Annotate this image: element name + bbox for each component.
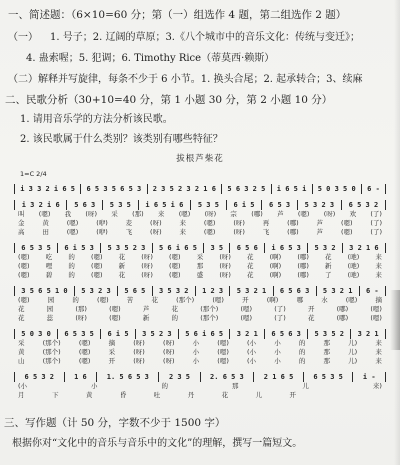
lyric-syllable: 花 xyxy=(18,314,25,322)
lyric-syllable: 来 xyxy=(157,210,165,218)
lyric-syllable: (嗯) xyxy=(370,305,382,313)
lyric-syllable: (小 xyxy=(247,348,257,356)
score-measure: 2. 6 5 3 xyxy=(200,372,254,382)
lyric-syllable: 那 xyxy=(231,382,239,390)
score-measure: 2 3 5 2 3 2 1 6 xyxy=(147,184,222,194)
lyric-syllable: (呀) xyxy=(162,348,175,356)
lyric-syllable: (嗯) xyxy=(109,305,121,313)
score-measure: i 6 5 3 xyxy=(264,243,307,253)
lyric-syllable: 小 xyxy=(274,339,281,347)
score-measure: 5 6 i 6 5 xyxy=(178,329,230,339)
lyric-syllable: (了) xyxy=(370,228,382,236)
score-measure: 3 2 1 xyxy=(350,329,386,339)
lyric-syllable: (了) xyxy=(370,210,382,218)
score-measure: 3 5 2 3 xyxy=(135,329,178,339)
score-measure: i 6 5 i xyxy=(271,184,312,194)
lyric-syllable: 花 xyxy=(118,253,126,261)
lyric-syllable: 开 xyxy=(242,296,249,304)
score-measure: 2 1 6 5 xyxy=(253,372,303,382)
notes-row xyxy=(14,286,386,296)
lyric-syllable: (嗯) xyxy=(217,357,229,365)
score-measure: 6 - xyxy=(359,286,386,296)
lyric-syllable: (那个) xyxy=(200,314,219,322)
lyric-syllable: (那个) xyxy=(42,348,61,356)
lyric-syllable: 新 xyxy=(142,314,150,322)
score-measure: 5 6 3 xyxy=(66,200,102,210)
lyric-syllable: (嗯) xyxy=(78,339,91,347)
score-measure: 5 3 5 xyxy=(102,200,138,210)
lyric-syllable: 了 xyxy=(325,271,332,279)
lyric-line xyxy=(14,314,386,323)
score-measure: 5 6 3 2 5 xyxy=(221,184,270,194)
question-2: 2. 该民歌属于什么类别？该类别有哪些特征？ xyxy=(20,134,223,145)
lyric-syllable: 小 xyxy=(274,348,281,356)
scan-shadow xyxy=(390,290,400,350)
lyric-syllable: (呀) xyxy=(150,228,162,236)
lyric-syllable: (小 xyxy=(247,339,257,347)
lyric-syllable: (小 xyxy=(18,382,28,390)
lyric-syllable: 的 xyxy=(68,262,75,270)
lyric-syllable: 麦 xyxy=(125,219,133,227)
score-measure: 5 3 2 3 xyxy=(74,286,117,296)
lyric-syllable: (嗯) xyxy=(90,262,103,270)
score-measure: i 6 5 i 6 xyxy=(138,200,190,210)
score-measure: 3 5 xyxy=(203,243,229,253)
lyric-syllable: 芦 xyxy=(316,219,324,227)
lyric-line xyxy=(14,382,386,391)
score-measure: 2 3 5 xyxy=(158,372,199,382)
lyric-syllable: 采 xyxy=(196,253,204,261)
score-measure: 5 3 5 xyxy=(190,200,226,210)
notes-row xyxy=(14,184,386,194)
lyric-syllable: 那 xyxy=(323,357,330,365)
score-measure: i - xyxy=(352,372,386,382)
lyric-syllable: (嗯) xyxy=(18,253,30,261)
lyric-syllable: (那个) xyxy=(42,339,61,347)
lyric-syllable: (那) xyxy=(132,210,144,218)
lyric-syllable: 花 xyxy=(307,314,315,322)
lyric-syllable: 黄 xyxy=(85,391,93,399)
lyric-syllable: (呀) xyxy=(204,210,217,218)
lyric-syllable: (哪) xyxy=(336,314,349,322)
lyric-syllable: 的 xyxy=(161,382,168,390)
lyric-syllable: (呀) xyxy=(75,314,87,322)
lyric-line xyxy=(14,357,386,366)
score-measure: 5 3 2 3 xyxy=(297,200,341,210)
score-measure: 5 3 2 1 xyxy=(229,286,272,296)
lyric-syllable: (呀) xyxy=(233,219,245,227)
lyric-syllable: (哪) xyxy=(297,271,309,279)
lyric-syllable: 园 xyxy=(46,305,54,313)
lyric-syllable: 哪 xyxy=(296,296,303,304)
scan-edge-shade xyxy=(394,0,400,465)
lyric-syllable: 丹 xyxy=(187,391,195,399)
score-system xyxy=(14,200,386,237)
lyric-syllable: (嗯) xyxy=(203,219,216,227)
lyric-syllable: (呀) xyxy=(85,210,97,218)
lyric-syllable: 吃 xyxy=(45,253,53,261)
lyric-syllable: 花 xyxy=(247,262,254,270)
lyric-syllable: 月 xyxy=(18,391,25,399)
score-measure: 6 i 5 3 xyxy=(57,243,100,253)
lyric-syllable: (啊) xyxy=(269,271,282,279)
lyric-syllable: 花 xyxy=(18,305,25,313)
lyric-syllable: 的 xyxy=(171,314,179,322)
lyric-syllable: (哪) xyxy=(297,253,309,261)
lyric-syllable: 开 xyxy=(289,391,296,399)
lyric-syllable: 新 xyxy=(118,262,126,270)
lyric-syllable: (啊) xyxy=(269,253,282,261)
lyric-syllable: 来 xyxy=(375,253,382,261)
group2-line: （二）解释并写旋律，每条不少于 6 小节。1. 换头合尾；2. 起承转合；3、续麻 xyxy=(8,74,363,85)
lyric-syllable: 那 xyxy=(196,262,204,270)
lyric-syllable: 儿) xyxy=(348,348,358,356)
lyric-syllable: (呀) xyxy=(141,262,153,270)
lyric-syllable: 那 xyxy=(323,339,330,347)
lyric-syllable: (嗯) xyxy=(90,271,103,279)
score-measure: 6 i 5 xyxy=(226,200,262,210)
lyric-syllable: 采 xyxy=(108,348,116,356)
score-system xyxy=(14,243,386,280)
lyric-syllable: 花 xyxy=(247,271,254,279)
lyric-syllable: 花 xyxy=(247,253,254,261)
score-measure: 1 2 3 xyxy=(195,286,230,296)
lyric-syllable: (啊) xyxy=(269,262,282,270)
lyric-syllable: 来 xyxy=(375,357,382,365)
lyric-syllable: (嗯) xyxy=(78,357,91,365)
score-measure: 6 5 3 5 xyxy=(57,329,100,339)
lyric-syllable: (吔) xyxy=(347,271,360,279)
lyric-syllable: (呀) xyxy=(219,262,231,270)
lyric-syllable: 盛 xyxy=(196,271,204,279)
lyric-syllable: (嗯) xyxy=(217,339,229,347)
group1-label: （一） xyxy=(8,32,38,43)
lyric-syllable: 的 xyxy=(298,339,306,347)
lyric-syllable: 昏 xyxy=(119,391,127,399)
score-measure: 6 5 6 3 xyxy=(273,286,316,296)
lyric-syllable: (呀) xyxy=(133,348,145,356)
lyric-syllable: (嗯) xyxy=(212,296,224,304)
lyric-syllable: 黄 xyxy=(42,219,49,227)
lyric-syllable: (嗯) xyxy=(109,314,121,322)
lyric-line xyxy=(14,339,386,348)
lyric-syllable: 田 xyxy=(42,228,49,236)
lyric-syllable: (嗯) xyxy=(340,228,353,236)
lyric-syllable: 来 xyxy=(375,262,382,270)
lyric-syllable: 开 xyxy=(108,357,116,365)
score-title: 拔根芦柴花 xyxy=(176,154,224,164)
lyric-syllable: (嗯) xyxy=(66,228,79,236)
lyric-syllable: 来) xyxy=(372,382,382,390)
notes-row xyxy=(14,200,386,210)
lyric-syllable: 开 xyxy=(307,305,315,313)
score-measure: 1. 5 6 5 3 xyxy=(96,372,158,382)
lyric-syllable: 来 xyxy=(375,271,382,279)
score-measure: 3 2 1 xyxy=(229,329,264,339)
lyric-syllable: 摘 xyxy=(375,296,382,304)
score-measure: 6 5 3 5 6 5 3 xyxy=(80,184,146,194)
lyric-syllable: 欢 xyxy=(349,210,357,218)
lyric-syllable: (了) xyxy=(274,314,286,322)
lyric-line xyxy=(14,348,386,357)
lyric-syllable: 园 xyxy=(47,296,55,304)
lyric-syllable: (呀) xyxy=(133,339,145,347)
section3-prompt: 根据你对“文化中的音乐与音乐中的文化”的理解，撰写一篇短文。 xyxy=(12,438,303,449)
score-measure: 3 2 1 6 xyxy=(342,243,386,253)
notes-row xyxy=(14,372,386,382)
score-measure: 5 6 5 xyxy=(117,286,152,296)
section3-heading: 三、写作题（计 50 分，字数不少于 1500 字） xyxy=(4,417,226,429)
lyric-syllable: (嗯) xyxy=(345,296,358,304)
lyric-syllable: (吔) xyxy=(347,262,360,270)
lyric-line xyxy=(14,262,386,271)
score-measure: 6 5 3 5 xyxy=(14,243,57,253)
lyric-line xyxy=(14,271,386,280)
lyric-syllable: (那个) xyxy=(200,305,219,313)
score-measure: 6 5 3 2 xyxy=(341,200,386,210)
lyric-syllable: 摘 xyxy=(108,339,116,347)
lyric-syllable: (呀) xyxy=(162,339,175,347)
score-measure: 5 0 3 0 xyxy=(14,329,57,339)
lyric-line xyxy=(14,391,386,400)
lyric-syllable: 山 xyxy=(18,357,25,365)
lyric-syllable: 儿 xyxy=(255,391,263,399)
lyric-line xyxy=(14,296,386,305)
lyric-syllable: 花 xyxy=(151,296,158,304)
score-measure: 6 5 6 xyxy=(229,243,264,253)
lyric-syllable: (吔) xyxy=(347,253,360,261)
lyric-syllable: (哪) xyxy=(251,210,263,218)
lyric-syllable: 蕊 xyxy=(46,314,54,322)
lyric-syllable: 的 xyxy=(68,253,75,261)
lyric-syllable: 小 xyxy=(274,357,281,365)
group1-terms-2: 4. 蛊索喔；5. 犯调；6. Timothy Rice（蒂莫西·赖斯） xyxy=(26,53,275,64)
group1-line1 xyxy=(8,31,360,45)
lyric-line xyxy=(14,305,386,314)
lyric-syllable: 那 xyxy=(323,348,330,356)
lyric-syllable: (那) xyxy=(75,305,87,313)
lyric-syllable: (嗯) xyxy=(340,219,353,227)
lyric-syllable: 吐 xyxy=(153,391,161,399)
lyric-syllable: (咿) xyxy=(96,228,108,236)
lyric-syllable: (嗯) xyxy=(18,296,30,304)
group1-terms-1: 1. 号子；2. 辽阔的草原；3.《八个城市中的音乐文化：传统与变迁》； xyxy=(50,32,360,43)
score-systems xyxy=(14,184,386,400)
lyric-syllable: 我 xyxy=(64,210,72,218)
lyric-syllable: 高 xyxy=(18,228,25,236)
lyric-syllable: 来 xyxy=(179,228,186,236)
section2-heading: 二、民歌分析（30+10=40 分，第 1 小题 30 分，第 2 小题 10 分） xyxy=(5,94,333,106)
lyric-syllable: (呀) xyxy=(141,271,153,279)
lyric-syllable: (呀) xyxy=(162,357,175,365)
lyric-syllable: (呀) xyxy=(150,219,162,227)
lyric-syllable: (嗯) xyxy=(240,305,253,313)
lyric-syllable: 黄 xyxy=(18,348,25,356)
notes-row xyxy=(14,243,386,253)
lyric-syllable: 来 xyxy=(179,219,186,227)
lyric-syllable: (哪) xyxy=(287,228,299,236)
lyric-syllable: (嗯) xyxy=(18,262,30,270)
score-key-signature: 1=C 2/4 xyxy=(20,170,47,178)
lyric-syllable: 儿) xyxy=(348,357,358,365)
lyric-syllable: 花 xyxy=(325,253,332,261)
lyric-line xyxy=(14,219,386,228)
lyric-syllable: 芦 xyxy=(316,228,324,236)
lyric-syllable: (嗯) xyxy=(370,314,382,322)
lyric-syllable: (嗯) xyxy=(78,348,91,356)
lyric-syllable: (嗯) xyxy=(18,271,30,279)
lyric-syllable: (呀) xyxy=(233,228,245,236)
lyric-syllable: 叫 xyxy=(18,210,25,218)
lyric-syllable: (嗯) xyxy=(297,210,310,218)
lyric-syllable: 新 xyxy=(325,262,332,270)
lyric-syllable: (嗯) xyxy=(66,219,79,227)
score-measure: 5 3 5 2 xyxy=(307,329,350,339)
score-measure: 5 6 i 6 5 xyxy=(152,243,204,253)
lyric-syllable: (呀) xyxy=(141,253,153,261)
lyric-syllable: (嗯) xyxy=(240,314,253,322)
lyric-syllable: 苦 xyxy=(126,296,134,304)
lyric-syllable: 小 xyxy=(91,382,98,390)
score-measure: 6 5 3 xyxy=(261,200,297,210)
lyric-syllable: 小 xyxy=(192,339,200,347)
lyric-syllable: 花 xyxy=(171,305,179,313)
score-measure: 6 5 3 5 xyxy=(303,372,353,382)
lyric-syllable: 来 xyxy=(375,339,382,347)
question-1: 1. 请用音乐学的方法分析该民歌。 xyxy=(20,114,173,125)
lyric-syllable: 儿) xyxy=(348,339,358,347)
lyric-syllable: (呀) xyxy=(133,357,145,365)
lyric-syllable: (小 xyxy=(247,357,257,365)
lyric-syllable: 花 xyxy=(221,391,229,399)
score-measure: 5 3 2 xyxy=(307,243,342,253)
score-measure: 6 - xyxy=(361,184,386,194)
lyric-syllable: 的 xyxy=(72,296,79,304)
lyric-syllable: (啊) xyxy=(266,296,279,304)
lyric-syllable: 水 xyxy=(321,296,328,304)
lyric-syllable: 的 xyxy=(298,348,306,356)
lyric-syllable: (嗯) xyxy=(178,210,191,218)
lyric-syllable: 碧 xyxy=(45,271,53,279)
lyric-syllable: 飞 xyxy=(125,228,133,236)
lyric-syllable: (嗯) xyxy=(97,296,109,304)
score-measure: 5 0 3 5 0 xyxy=(312,184,361,194)
lyric-syllable: (了) xyxy=(274,305,286,313)
score-measure: i 3 2 i 6 xyxy=(14,200,66,210)
lyric-syllable: 哩 xyxy=(45,262,53,270)
score-system xyxy=(14,372,386,400)
lyric-syllable: (那个) xyxy=(176,296,195,304)
lyric-syllable: (嗯) xyxy=(168,271,181,279)
lyric-syllable: (嗯) xyxy=(38,210,51,218)
lyric-syllable: 芦 xyxy=(142,305,150,313)
lyric-syllable: (嗯) xyxy=(90,253,103,261)
lyric-syllable: (呀) xyxy=(219,253,231,261)
lyric-syllable: (呀) xyxy=(219,271,231,279)
score-measure: 6 5 6 3 xyxy=(264,329,307,339)
lyric-syllable: 飞 xyxy=(262,228,270,236)
lyric-syllable: 小 xyxy=(192,357,200,365)
score-system xyxy=(14,184,386,194)
notes-row xyxy=(14,329,386,339)
lyric-syllable: 来 xyxy=(375,348,382,356)
lyric-syllable: 花 xyxy=(118,271,126,279)
score-measure: 1 6 xyxy=(64,372,97,382)
score-measure: 3 5 3 2 xyxy=(152,286,195,296)
lyric-syllable: (了) xyxy=(370,219,382,227)
score-measure: 6 5 3 2 xyxy=(14,372,64,382)
lyric-syllable: (哪) xyxy=(287,219,299,227)
lyric-syllable: 芦 xyxy=(277,210,284,218)
lyric-syllable: (呀) xyxy=(323,210,336,218)
lyric-syllable: (哪) xyxy=(336,305,349,313)
score-measure: i 3 3 2 i 6 5 xyxy=(14,184,80,194)
score-system xyxy=(14,286,386,323)
lyric-syllable: 采 xyxy=(111,210,118,218)
lyric-syllable: 下 xyxy=(51,391,59,399)
lyric-syllable: (嗯) xyxy=(203,228,216,236)
lyric-syllable: 金 xyxy=(18,219,25,227)
lyric-syllable: (那个) xyxy=(42,357,61,365)
score-measure: 5 3 2 1 xyxy=(316,286,359,296)
lyric-syllable: 的 xyxy=(68,271,75,279)
score-measure: 6 i 5 xyxy=(100,329,135,339)
lyric-line xyxy=(14,253,386,262)
score-measure: 5 3 5 2 3 xyxy=(100,243,152,253)
lyric-line xyxy=(14,210,386,219)
section1-heading: 一、简述题：（6×10=60 分；第（一）组选作 4 题，第二组选作 2 题） xyxy=(8,9,347,21)
lyric-syllable: (咿) xyxy=(96,219,108,227)
lyric-syllable: 的 xyxy=(298,357,306,365)
lyric-syllable: (嗯) xyxy=(217,348,229,356)
lyric-syllable: 儿 xyxy=(302,382,309,390)
score-measure: 3 5 6 5 1 0 xyxy=(14,286,74,296)
lyric-line xyxy=(14,228,386,237)
lyric-syllable: 采 xyxy=(18,339,25,347)
lyric-syllable: 小 xyxy=(192,348,200,356)
lyric-syllable: (嗯) xyxy=(168,253,181,261)
lyric-syllable: 宗 xyxy=(230,210,237,218)
lyric-syllable: (嗯) xyxy=(168,262,181,270)
score-system xyxy=(14,329,386,366)
lyric-syllable: 再 xyxy=(262,219,270,227)
lyric-syllable: (哪) xyxy=(297,262,309,270)
